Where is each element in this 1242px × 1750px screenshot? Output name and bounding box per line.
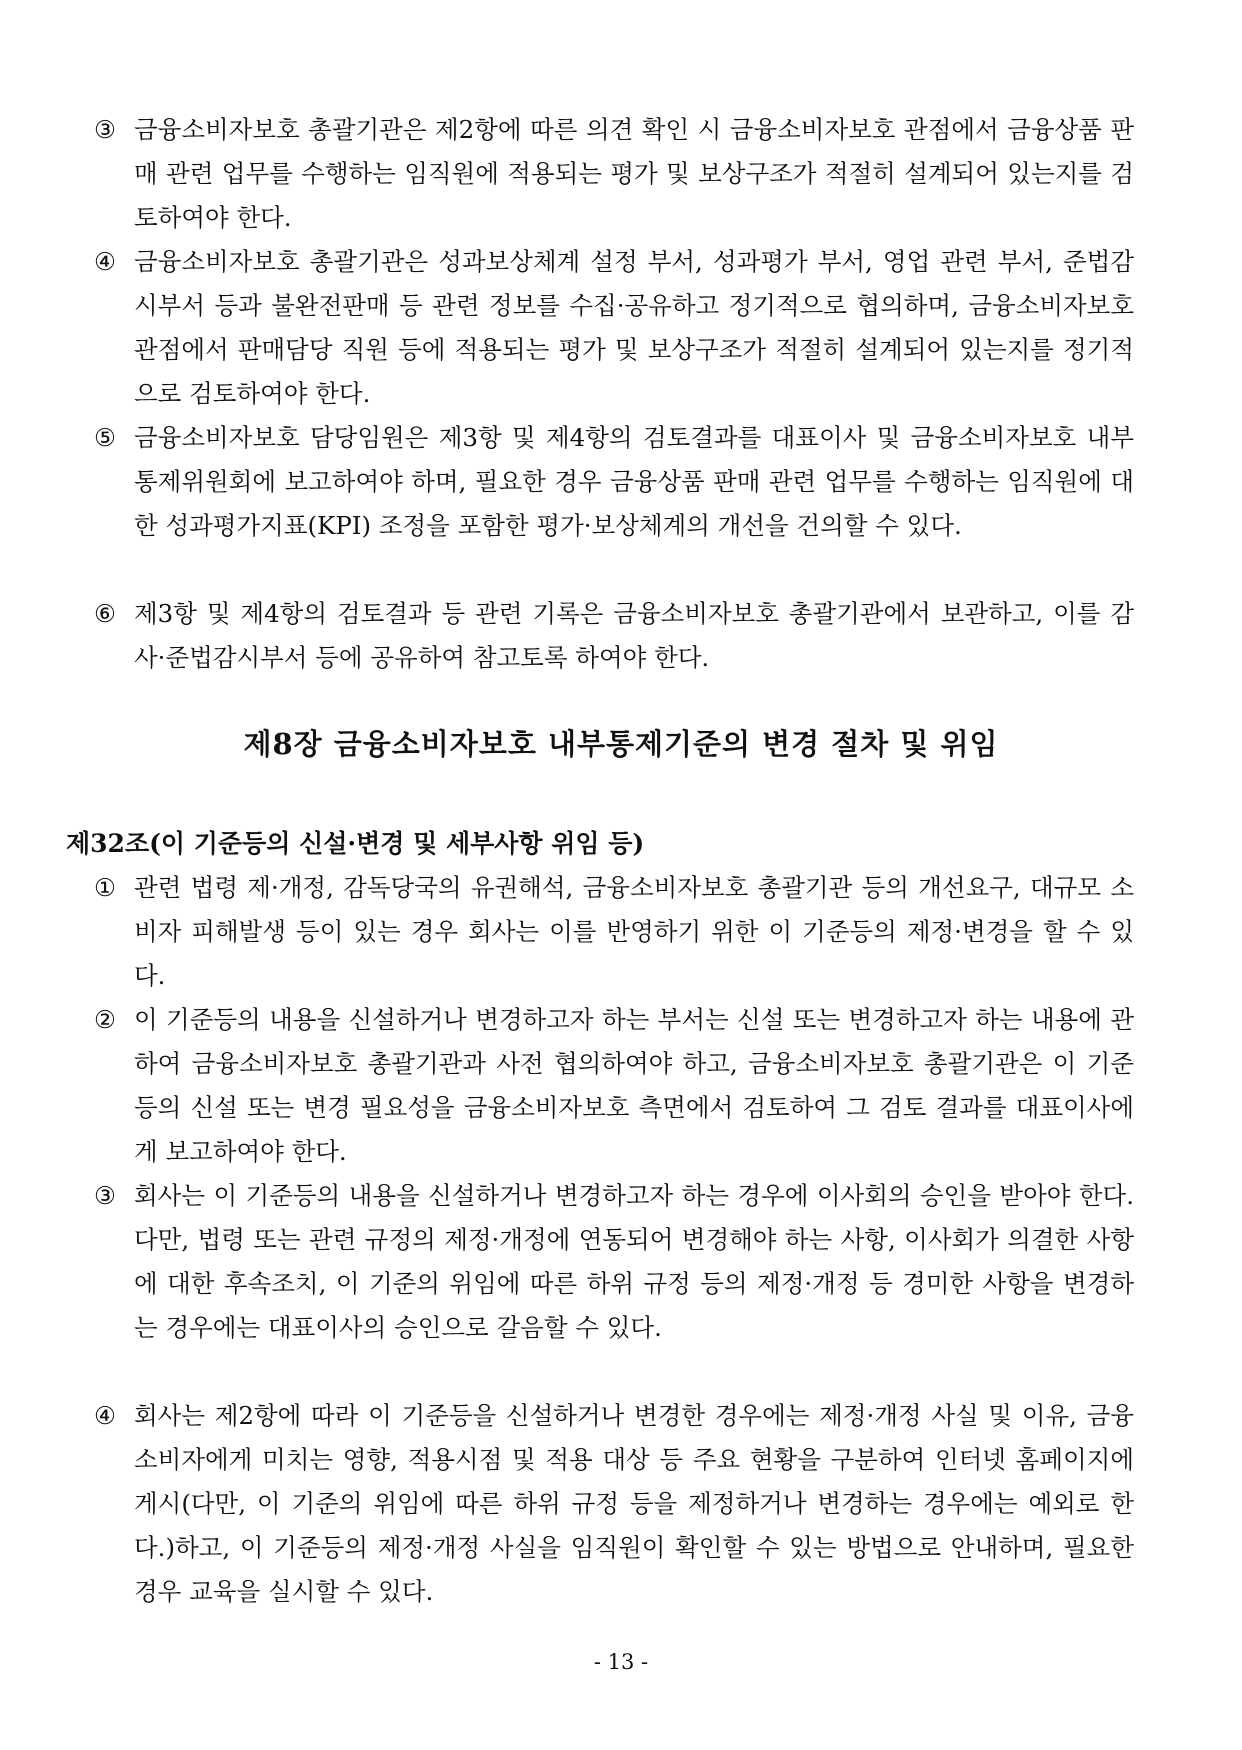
paragraph-5 [94,416,1134,548]
paragraph-text: 회사는 이 기준등의 내용을 신설하거나 변경하고자 하는 경우에 이사회의 승인을 받아야 한다. 다만, 법령 또는 관련 규정의 제정·개정에 연동되어 변경해야 하는 사항, 이사회가 의결한 사항에 대한 후속조치, 이 기준의 위임에 따른 하위 규정 등의 제정·개정 등 경미한 사항을 변경하는 경우에는 대표이사의 승인으로 갈음할 수 있다. [134,1181,1134,1342]
paragraph-3 [94,108,1134,240]
paragraph-number: ③ [94,1181,116,1210]
article-paragraph-3 [94,1174,1134,1350]
paragraph-number: ③ [94,115,116,144]
page-number: - 13 - [593,1650,649,1674]
paragraph-text: 금융소비자보호 담당임원은 제3항 및 제4항의 검토결과를 대표이사 및 금융소비자보호 내부통제위원회에 보고하여야 하며, 필요한 경우 금융상품 판매 관련 업무를 수행하는 임직원에 대한 성과평가지표(KPI) 조정을 포함한 평가·보상체계의 개선을 건의할 수 있다. [134,423,1134,540]
paragraph-number: ⑤ [94,423,116,452]
paragraph-text: 금융소비자보호 총괄기관은 성과보상체계 설정 부서, 성과평가 부서, 영업 관련 부서, 준법감시부서 등과 불완전판매 등 관련 정보를 수집·공유하고 정기적으로 협의하며, 금융소비자보호 관점에서 판매담당 직원 등에 적용되는 평가 및 보상구조가 적절히 설계되어 있는지를 정기적으로 검토하여야 한다. [134,247,1134,408]
article-paragraph-4 [94,1394,1134,1614]
article-title: 제32조(이 기준등의 신설·변경 및 세부사항 위임 등) [66,829,645,858]
paragraph-text: 금융소비자보호 총괄기관은 제2항에 따른 의견 확인 시 금융소비자보호 관점에서 금융상품 판매 관련 업무를 수행하는 임직원에 적용되는 평가 및 보상구조가 적절히 설계되어 있는지를 검토하여야 한다. [134,115,1134,232]
paragraph-text: 회사는 제2항에 따라 이 기준등을 신설하거나 변경한 경우에는 제정·개정 사실 및 이유, 금융소비자에게 미치는 영향, 적용시점 및 적용 대상 등 주요 현황을 구분하여 인터넷 홈페이지에 게시(다만, 이 기준의 위임에 따른 하위 규정 등을 제정하거나 변경하는 경우에는 예외로 한다.)하고, 이 기준등의 제정·개정 사실을 임직원이 확인할 수 있는 방법으로 안내하며, 필요한 경우 교육을 실시할 수 있다. [134,1401,1134,1606]
paragraph-text: 이 기준등의 내용을 신설하거나 변경하고자 하는 부서는 신설 또는 변경하고자 하는 내용에 관하여 금융소비자보호 총괄기관과 사전 협의하여야 하고, 금융소비자보호 총괄기관은 이 기준등의 신설 또는 변경 필요성을 금융소비자보호 측면에서 검토하여 그 검토 결과를 대표이사에게 보고하여야 한다. [134,1005,1134,1166]
article-paragraph-2 [94,998,1134,1174]
paragraph-number: ① [94,873,116,902]
article-paragraph-1 [94,866,1134,998]
paragraph-number: ② [94,1005,116,1034]
paragraph-number: ④ [94,1401,116,1430]
paragraph-number: ⑥ [94,599,116,628]
paragraph-4 [94,240,1134,416]
paragraph-number: ④ [94,247,116,276]
paragraph-text: 제3항 및 제4항의 검토결과 등 관련 기록은 금융소비자보호 총괄기관에서 보관하고, 이를 감사·준법감시부서 등에 공유하여 참고토록 하여야 한다. [134,599,1134,672]
paragraph-text: 관련 법령 제·개정, 감독당국의 유권해석, 금융소비자보호 총괄기관 등의 개선요구, 대규모 소비자 피해발생 등이 있는 경우 회사는 이를 반영하기 위한 이 기준등의 제정·변경을 할 수 있다. [134,873,1134,990]
chapter-title: 제8장 금융소비자보호 내부통제기준의 변경 절차 및 위임 [243,727,999,761]
paragraph-6 [94,592,1134,680]
